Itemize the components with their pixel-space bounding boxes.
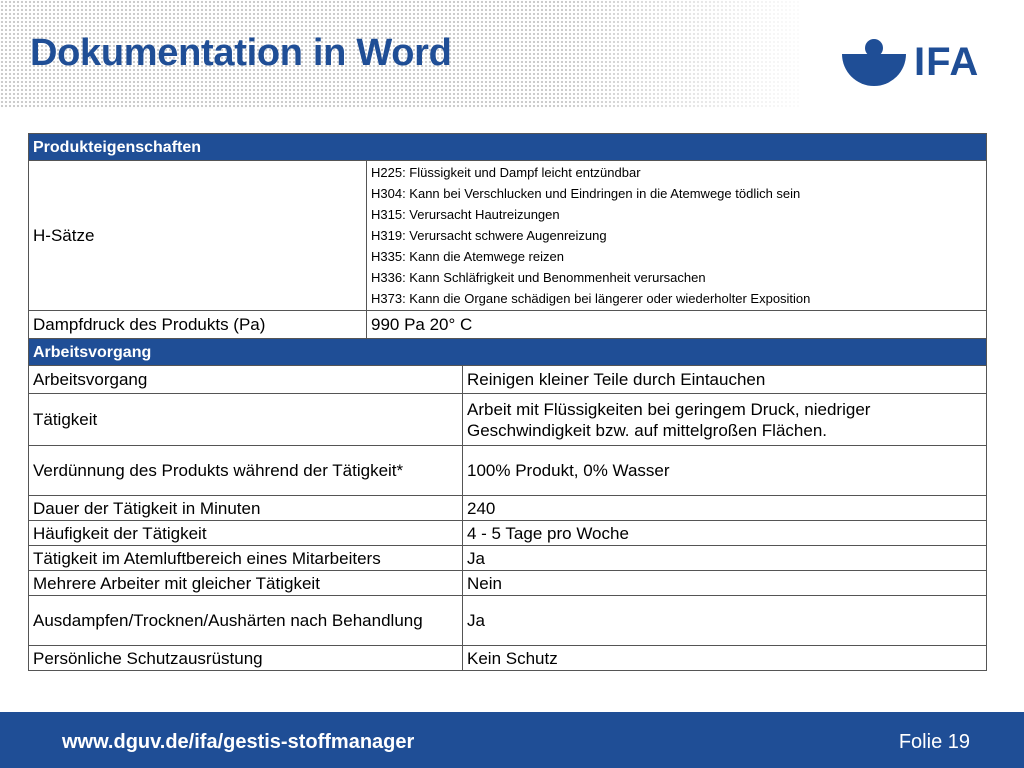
row-value: 100% Produkt, 0% Wasser: [463, 446, 987, 496]
product-properties-table: [28, 133, 987, 671]
h-statement: H336: Kann Schläfrigkeit und Benommenheit verursachen: [371, 270, 706, 285]
logo-text: IFA: [914, 40, 980, 84]
row-label: Ausdampfen/Trocknen/Aushärten nach Behandlung: [29, 596, 463, 646]
h-statements-list: [367, 161, 987, 311]
h-statement: H335: Kann die Atemwege reizen: [371, 249, 564, 264]
row-value: Ja: [463, 546, 987, 571]
row-label: Dauer der Tätigkeit in Minuten: [29, 496, 463, 521]
row-label: Verdünnung des Produkts während der Tätigkeit*: [29, 446, 463, 496]
h-statement: H319: Verursacht schwere Augenreizung: [371, 228, 607, 243]
h-statement: H315: Verursacht Hautreizungen: [371, 207, 560, 222]
row-value: 4 - 5 Tage pro Woche: [463, 521, 987, 546]
row-label: Mehrere Arbeiter mit gleicher Tätigkeit: [29, 571, 463, 596]
row-label: Persönliche Schutzausrüstung: [29, 646, 463, 671]
row-value: Kein Schutz: [463, 646, 987, 671]
row-label: Tätigkeit: [29, 394, 463, 446]
table-row: [29, 394, 987, 446]
row-value: Reinigen kleiner Teile durch Eintauchen: [463, 366, 987, 394]
h-statement: H304: Kann bei Verschlucken und Eindringen in die Atemwege tödlich sein: [371, 186, 801, 201]
row-label: Arbeitsvorgang: [29, 366, 463, 394]
section-header-product: Produkteigenschaften: [29, 134, 987, 161]
row-label: Tätigkeit im Atemluftbereich eines Mitarbeiters: [29, 546, 463, 571]
table-row: [29, 366, 987, 394]
h-statement: H225: Flüssigkeit und Dampf leicht entzündbar: [371, 165, 641, 180]
h-statement: H373: Kann die Organe schädigen bei längerer oder wiederholter Exposition: [371, 291, 811, 306]
table-row-vapor-pressure: [29, 311, 987, 339]
table-row: [29, 446, 987, 496]
header-fade: [560, 0, 820, 108]
row-value: 240: [463, 496, 987, 521]
slide-number: Folie 19: [898, 731, 970, 753]
vapor-pressure-label: Dampfdruck des Produkts (Pa): [29, 311, 367, 339]
table-row: [29, 521, 987, 546]
vapor-pressure-value: 990 Pa 20° C: [367, 311, 987, 339]
table-row: [29, 596, 987, 646]
table-row-h-statements: [29, 161, 987, 311]
slide-title: Dokumentation in Word: [30, 32, 452, 74]
section-header-process: Arbeitsvorgang: [29, 339, 987, 366]
section-row-process: [29, 339, 987, 366]
table-row: [29, 646, 987, 671]
table-row: [29, 571, 987, 596]
table-row: [29, 546, 987, 571]
h-statements-label: H-Sätze: [29, 161, 367, 311]
row-label: Häufigkeit der Tätigkeit: [29, 521, 463, 546]
row-value: Nein: [463, 571, 987, 596]
footer-url-link[interactable]: www.dguv.de/ifa/gestis-stoffmanager: [62, 731, 415, 753]
table-row: [29, 496, 987, 521]
row-value: Arbeit mit Flüssigkeiten bei geringem Druck, niedriger Geschwindigkeit bzw. auf mittelgroßen Flächen.: [463, 394, 987, 446]
section-row-product: [29, 134, 987, 161]
row-value: Ja: [463, 596, 987, 646]
